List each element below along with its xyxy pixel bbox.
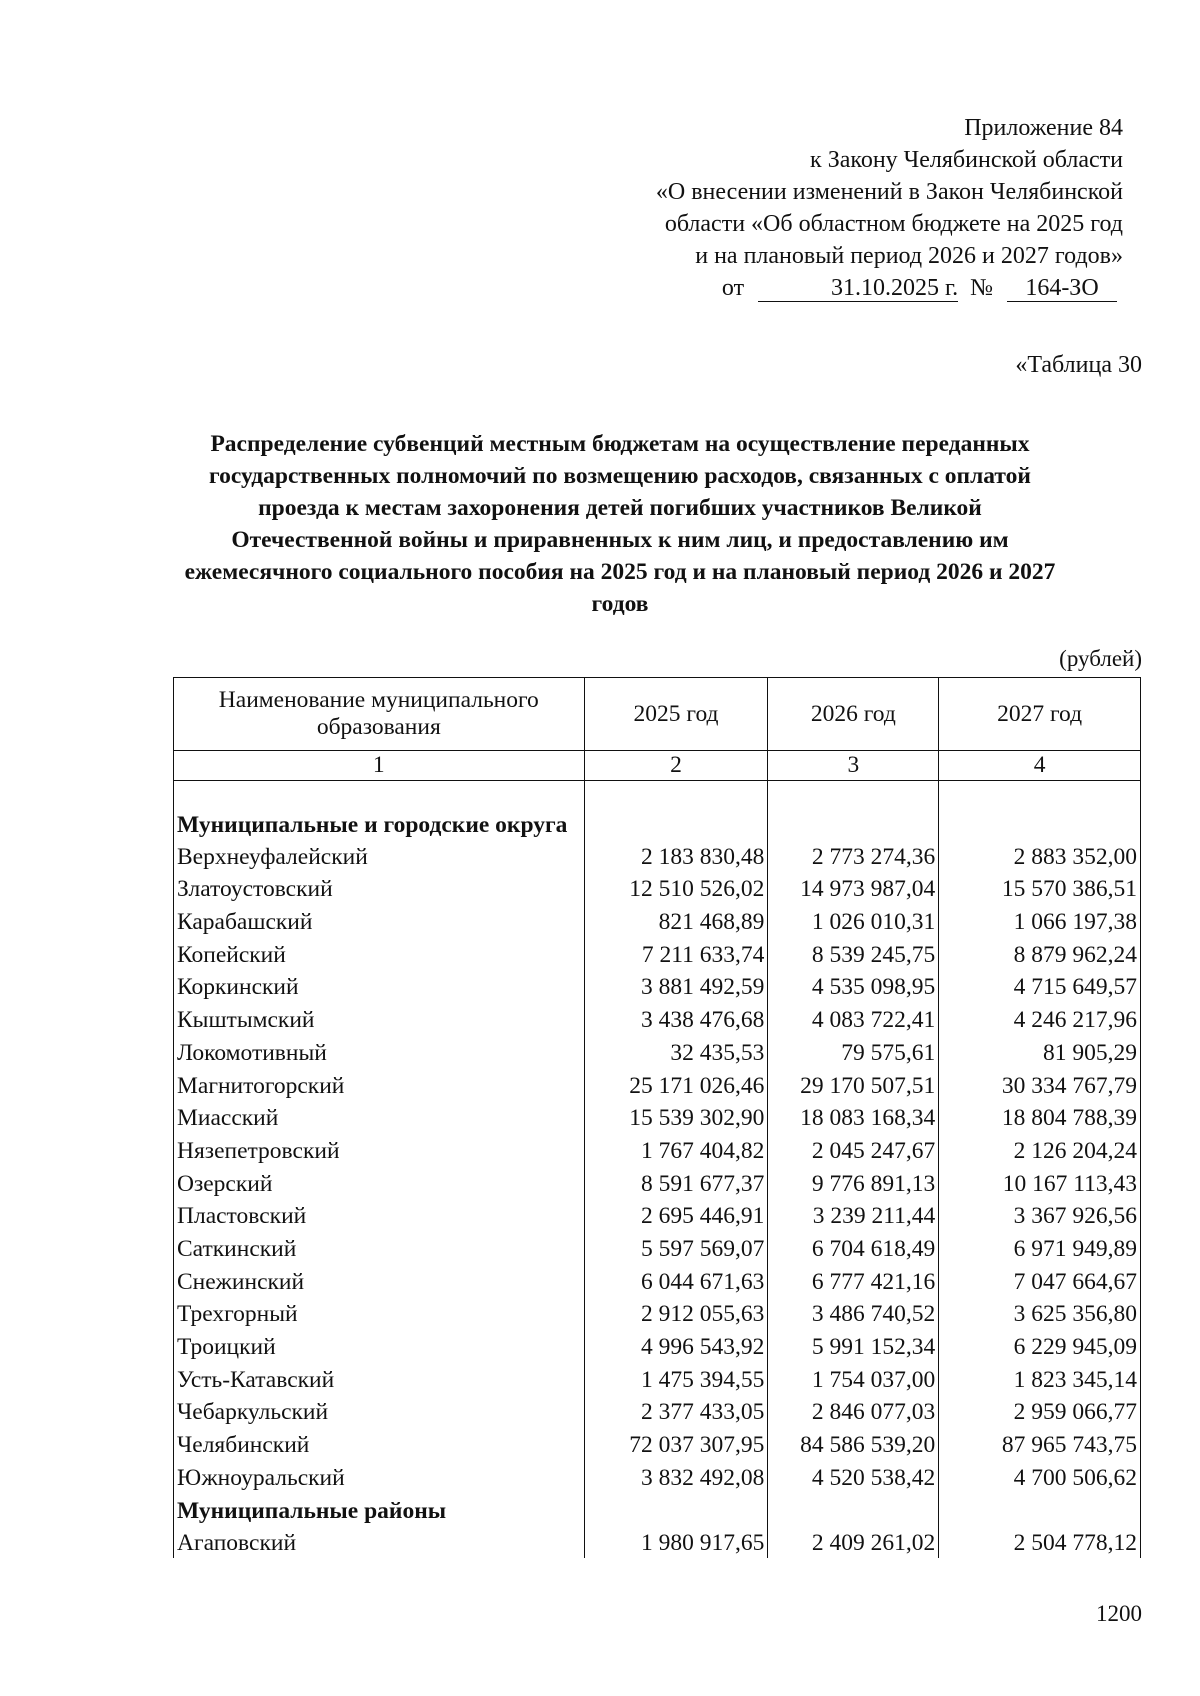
- value-2027: 6 971 949,89: [939, 1231, 1141, 1264]
- table-row: [174, 872, 1141, 905]
- value-2026: 2 409 261,02: [768, 1526, 939, 1559]
- value-2026: 9 776 891,13: [768, 1166, 939, 1199]
- table-row: [174, 1362, 1141, 1395]
- law-date-line: [656, 272, 1123, 304]
- value-2027: 30 334 767,79: [939, 1068, 1141, 1101]
- municipality-name: Трехгорный: [174, 1297, 585, 1330]
- value-2026: 3 239 211,44: [768, 1199, 939, 1232]
- table-row: [174, 937, 1141, 970]
- value-2026: 2 045 247,67: [768, 1133, 939, 1166]
- value-2025: 2 377 433,05: [584, 1395, 768, 1428]
- appendix-line: и на плановый период 2026 и 2027 годов»: [695, 243, 1123, 269]
- municipality-name: Коркинский: [174, 970, 585, 1003]
- municipality-name: Озерский: [174, 1166, 585, 1199]
- value-2026: 84 586 539,20: [768, 1427, 939, 1460]
- municipality-name: Чебаркульский: [174, 1395, 585, 1428]
- value-2025: [584, 781, 768, 840]
- law-number: 164-ЗО: [1007, 275, 1117, 302]
- table-row: [174, 1231, 1141, 1264]
- value-2027: 10 167 113,43: [939, 1166, 1141, 1199]
- value-2025: 1 980 917,65: [584, 1526, 768, 1559]
- header-2026: 2026 год: [768, 678, 939, 751]
- header-2025: 2025 год: [584, 678, 768, 751]
- table-body: [174, 781, 1141, 1559]
- value-2027: 7 047 664,67: [939, 1264, 1141, 1297]
- value-2027: 2 126 204,24: [939, 1133, 1141, 1166]
- table-row: [174, 1101, 1141, 1134]
- value-2027: 4 700 506,62: [939, 1460, 1141, 1493]
- municipality-name: Пластовский: [174, 1199, 585, 1232]
- value-2026: 14 973 987,04: [768, 872, 939, 905]
- appendix-line: Приложение 84: [964, 115, 1123, 141]
- appendix-line: к Закону Челябинской области: [810, 147, 1123, 173]
- column-number: 2: [584, 751, 768, 781]
- value-2026: 2 773 274,36: [768, 839, 939, 872]
- value-2027: [939, 1493, 1141, 1526]
- value-2027: 1 823 345,14: [939, 1362, 1141, 1395]
- table-row: [174, 970, 1141, 1003]
- municipality-name: Муниципальные районы: [174, 1493, 585, 1526]
- table-row: [174, 1068, 1141, 1101]
- table-row: [174, 1297, 1141, 1330]
- document-title: Распределение субвенций местным бюджетам на осуществление переданных государственных полномочий по возмещению расходов, связанных с оплатой проезда к местам захоронения детей погибших участников Великой Отечественной войны и приравненных к ним лиц, и предоставлению им ежемесячного социального пособия на 2025 год и на плановый период 2026 и 2027 годов: [184, 431, 1056, 617]
- table-row: [174, 1460, 1141, 1493]
- municipality-name: Троицкий: [174, 1329, 585, 1362]
- value-2025: 7 211 633,74: [584, 937, 768, 970]
- value-2027: 4 715 649,57: [939, 970, 1141, 1003]
- value-2025: 2 912 055,63: [584, 1297, 768, 1330]
- value-2026: 3 486 740,52: [768, 1297, 939, 1330]
- table-row: [174, 1395, 1141, 1428]
- municipality-name: Челябинский: [174, 1427, 585, 1460]
- value-2025: 1 475 394,55: [584, 1362, 768, 1395]
- header-municipality: Наименование муниципального образования: [174, 678, 585, 751]
- value-2025: 3 438 476,68: [584, 1002, 768, 1035]
- value-2025: [584, 1493, 768, 1526]
- value-2026: [768, 1493, 939, 1526]
- value-2027: [939, 781, 1141, 840]
- value-2026: 1 754 037,00: [768, 1362, 939, 1395]
- municipality-name: Верхнеуфалейский: [174, 839, 585, 872]
- table-row: [174, 1166, 1141, 1199]
- value-2026: 6 704 618,49: [768, 1231, 939, 1264]
- value-2025: 2 695 446,91: [584, 1199, 768, 1232]
- value-2026: 4 535 098,95: [768, 970, 939, 1003]
- value-2027: 15 570 386,51: [939, 872, 1141, 905]
- table-row: [174, 1002, 1141, 1035]
- value-2025: 3 832 492,08: [584, 1460, 768, 1493]
- column-number: 4: [939, 751, 1141, 781]
- date-prefix: от: [721, 275, 745, 301]
- municipality-name: Локомотивный: [174, 1035, 585, 1068]
- municipality-name: Магнитогорский: [174, 1068, 585, 1101]
- value-2025: 4 996 543,92: [584, 1329, 768, 1362]
- value-2026: 2 846 077,03: [768, 1395, 939, 1428]
- section-row: [174, 781, 1141, 840]
- value-2027: 87 965 743,75: [939, 1427, 1141, 1460]
- law-date: 31.10.2025 г.: [758, 275, 958, 302]
- column-number-row: [174, 751, 1141, 781]
- value-2026: 4 083 722,41: [768, 1002, 939, 1035]
- table-row: [174, 1329, 1141, 1362]
- value-2027: 8 879 962,24: [939, 937, 1141, 970]
- appendix-header: [656, 112, 1123, 304]
- table-row: [174, 1035, 1141, 1068]
- value-2025: 72 037 307,95: [584, 1427, 768, 1460]
- table-row: [174, 1133, 1141, 1166]
- column-number: 1: [174, 751, 585, 781]
- value-2027: 2 959 066,77: [939, 1395, 1141, 1428]
- value-2027: 3 625 356,80: [939, 1297, 1141, 1330]
- value-2025: 1 767 404,82: [584, 1133, 768, 1166]
- municipality-name: Саткинский: [174, 1231, 585, 1264]
- header-2027: 2027 год: [939, 678, 1141, 751]
- value-2027: 3 367 926,56: [939, 1199, 1141, 1232]
- value-2025: 6 044 671,63: [584, 1264, 768, 1297]
- value-2026: 5 991 152,34: [768, 1329, 939, 1362]
- table-row: [174, 1199, 1141, 1232]
- value-2026: 79 575,61: [768, 1035, 939, 1068]
- appendix-line: «О внесении изменений в Закон Челябинской: [655, 179, 1123, 205]
- table-row: [174, 1264, 1141, 1297]
- column-number: 3: [768, 751, 939, 781]
- value-2027: 6 229 945,09: [939, 1329, 1141, 1362]
- page-number: 1200: [1096, 1601, 1142, 1626]
- value-2025: 12 510 526,02: [584, 872, 768, 905]
- value-2027: 4 246 217,96: [939, 1002, 1141, 1035]
- value-2025: 25 171 026,46: [584, 1068, 768, 1101]
- municipality-name: Кыштымский: [174, 1002, 585, 1035]
- value-2027: 18 804 788,39: [939, 1101, 1141, 1134]
- municipality-name: Агаповский: [174, 1526, 585, 1559]
- table-row: [174, 904, 1141, 937]
- table-header-row: [174, 678, 1141, 751]
- value-2025: 3 881 492,59: [584, 970, 768, 1003]
- value-2026: 6 777 421,16: [768, 1264, 939, 1297]
- municipality-name: Снежинский: [174, 1264, 585, 1297]
- unit-label: (рублей): [1059, 646, 1142, 671]
- section-row: [174, 1493, 1141, 1526]
- value-2025: 8 591 677,37: [584, 1166, 768, 1199]
- value-2026: 8 539 245,75: [768, 937, 939, 970]
- municipality-name: Усть-Катавский: [174, 1362, 585, 1395]
- municipality-name: Нязепетровский: [174, 1133, 585, 1166]
- value-2025: 5 597 569,07: [584, 1231, 768, 1264]
- municipality-name: Копейский: [174, 937, 585, 970]
- municipality-name: Миасский: [174, 1101, 585, 1134]
- table-row: [174, 1427, 1141, 1460]
- value-2025: 2 183 830,48: [584, 839, 768, 872]
- value-2026: [768, 781, 939, 840]
- value-2026: 4 520 538,42: [768, 1460, 939, 1493]
- number-prefix: №: [970, 275, 993, 301]
- value-2027: 2 504 778,12: [939, 1526, 1141, 1559]
- municipality-name: Муниципальные и городские округа: [174, 781, 585, 840]
- table-label: «Таблица 30: [1015, 352, 1142, 378]
- municipality-name: Южноуральский: [174, 1460, 585, 1493]
- value-2025: 15 539 302,90: [584, 1101, 768, 1134]
- value-2026: 29 170 507,51: [768, 1068, 939, 1101]
- table-row: [174, 1526, 1141, 1559]
- value-2027: 2 883 352,00: [939, 839, 1141, 872]
- value-2026: 1 026 010,31: [768, 904, 939, 937]
- value-2027: 1 066 197,38: [939, 904, 1141, 937]
- value-2025: 32 435,53: [584, 1035, 768, 1068]
- municipality-name: Златоустовский: [174, 872, 585, 905]
- municipality-name: Карабашский: [174, 904, 585, 937]
- value-2027: 81 905,29: [939, 1035, 1141, 1068]
- value-2025: 821 468,89: [584, 904, 768, 937]
- value-2026: 18 083 168,34: [768, 1101, 939, 1134]
- appendix-line: области «Об областном бюджете на 2025 год: [664, 211, 1123, 237]
- table-row: [174, 839, 1141, 872]
- subvention-table: [173, 677, 1141, 1558]
